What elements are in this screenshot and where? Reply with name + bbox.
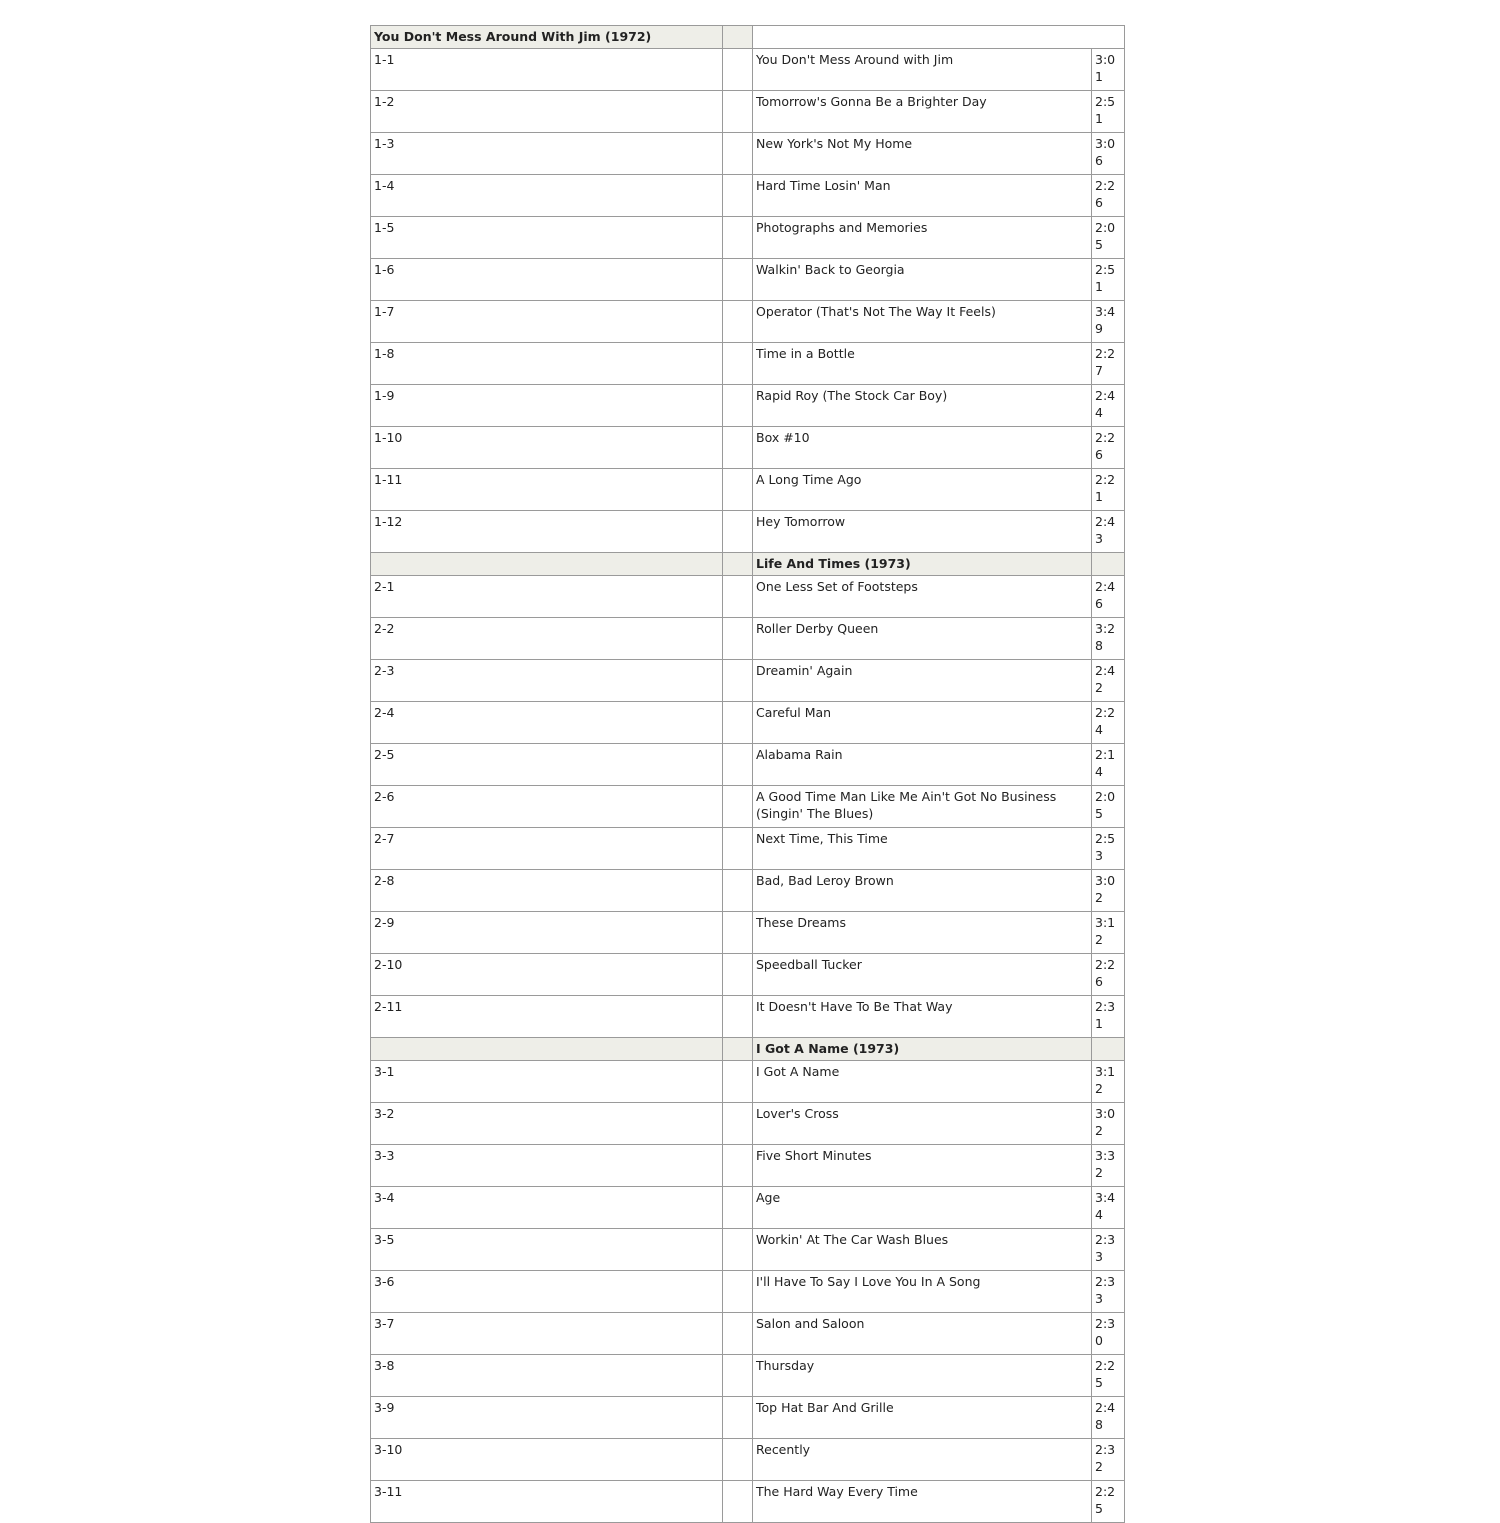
track-artist-cell xyxy=(723,576,753,618)
track-title: Walkin' Back to Georgia xyxy=(753,259,1092,301)
table-row xyxy=(371,912,1125,954)
track-artist-cell xyxy=(723,385,753,427)
track-position: 1-11 xyxy=(371,469,723,511)
track-artist-cell xyxy=(723,786,753,828)
track-duration: 2:30 xyxy=(1092,1313,1125,1355)
heading-spacer-cell xyxy=(723,553,753,576)
track-artist-cell xyxy=(723,1271,753,1313)
track-duration: 3:02 xyxy=(1092,870,1125,912)
track-artist-cell xyxy=(723,511,753,553)
track-title: Rapid Roy (The Stock Car Boy) xyxy=(753,385,1092,427)
track-artist-cell xyxy=(723,217,753,259)
track-position: 1-7 xyxy=(371,301,723,343)
track-artist-cell xyxy=(723,49,753,91)
track-artist-cell xyxy=(723,175,753,217)
track-title: Time in a Bottle xyxy=(753,343,1092,385)
track-artist-cell xyxy=(723,828,753,870)
track-title: Careful Man xyxy=(753,702,1092,744)
table-row xyxy=(371,996,1125,1038)
track-title: I Got A Name xyxy=(753,1061,1092,1103)
table-row xyxy=(371,49,1125,91)
track-position: 2-9 xyxy=(371,912,723,954)
track-position: 1-1 xyxy=(371,49,723,91)
track-artist-cell xyxy=(723,618,753,660)
track-position: 2-6 xyxy=(371,786,723,828)
track-position: 1-2 xyxy=(371,91,723,133)
track-position: 3-5 xyxy=(371,1229,723,1271)
track-duration: 2:42 xyxy=(1092,660,1125,702)
track-title: Alabama Rain xyxy=(753,744,1092,786)
table-row xyxy=(371,175,1125,217)
table-row xyxy=(371,259,1125,301)
table-row xyxy=(371,1229,1125,1271)
track-position: 1-6 xyxy=(371,259,723,301)
track-position: 3-3 xyxy=(371,1145,723,1187)
track-title: Roller Derby Queen xyxy=(753,618,1092,660)
track-title: Workin' At The Car Wash Blues xyxy=(753,1229,1092,1271)
track-artist-cell xyxy=(723,133,753,175)
track-artist-cell xyxy=(723,660,753,702)
track-title: A Good Time Man Like Me Ain't Got No Business (Singin' The Blues) xyxy=(753,786,1092,828)
track-artist-cell xyxy=(723,1355,753,1397)
track-duration: 2:31 xyxy=(1092,996,1125,1038)
track-artist-cell xyxy=(723,1439,753,1481)
track-title: Bad, Bad Leroy Brown xyxy=(753,870,1092,912)
heading-empty-cell xyxy=(753,26,1125,49)
track-duration: 3:32 xyxy=(1092,1145,1125,1187)
track-duration: 2:25 xyxy=(1092,1355,1125,1397)
track-title: Age xyxy=(753,1187,1092,1229)
track-duration: 2:26 xyxy=(1092,954,1125,996)
disc-heading: I Got A Name (1973) xyxy=(753,1038,1092,1061)
track-title: Salon and Saloon xyxy=(753,1313,1092,1355)
track-duration: 2:46 xyxy=(1092,576,1125,618)
table-row xyxy=(371,301,1125,343)
track-position: 1-10 xyxy=(371,427,723,469)
track-title: Five Short Minutes xyxy=(753,1145,1092,1187)
track-position: 1-3 xyxy=(371,133,723,175)
track-position: 2-1 xyxy=(371,576,723,618)
table-row xyxy=(371,469,1125,511)
track-title: Speedball Tucker xyxy=(753,954,1092,996)
track-duration: 3:49 xyxy=(1092,301,1125,343)
track-artist-cell xyxy=(723,1229,753,1271)
track-artist-cell xyxy=(723,1145,753,1187)
track-duration: 2:53 xyxy=(1092,828,1125,870)
table-row xyxy=(371,954,1125,996)
track-position: 2-11 xyxy=(371,996,723,1038)
track-duration: 3:12 xyxy=(1092,912,1125,954)
table-row xyxy=(371,91,1125,133)
track-position: 2-2 xyxy=(371,618,723,660)
track-title: A Long Time Ago xyxy=(753,469,1092,511)
track-position: 2-3 xyxy=(371,660,723,702)
track-artist-cell xyxy=(723,91,753,133)
track-artist-cell xyxy=(723,1061,753,1103)
table-row xyxy=(371,133,1125,175)
track-duration: 2:14 xyxy=(1092,744,1125,786)
table-row xyxy=(371,702,1125,744)
table-row xyxy=(371,1103,1125,1145)
track-position: 2-4 xyxy=(371,702,723,744)
track-position: 3-1 xyxy=(371,1061,723,1103)
track-position: 1-4 xyxy=(371,175,723,217)
tracklist-body xyxy=(371,26,1125,1523)
track-duration: 2:27 xyxy=(1092,343,1125,385)
track-position: 3-11 xyxy=(371,1481,723,1523)
track-duration: 3:06 xyxy=(1092,133,1125,175)
track-position: 1-5 xyxy=(371,217,723,259)
heading-empty-cell xyxy=(1092,553,1125,576)
track-artist-cell xyxy=(723,954,753,996)
track-title: Photographs and Memories xyxy=(753,217,1092,259)
table-row xyxy=(371,1355,1125,1397)
track-duration: 3:44 xyxy=(1092,1187,1125,1229)
track-position: 2-10 xyxy=(371,954,723,996)
heading-spacer-cell xyxy=(723,26,753,49)
track-position: 1-9 xyxy=(371,385,723,427)
track-title: You Don't Mess Around with Jim xyxy=(753,49,1092,91)
track-artist-cell xyxy=(723,1313,753,1355)
track-artist-cell xyxy=(723,1397,753,1439)
table-row xyxy=(371,744,1125,786)
disc-heading-row xyxy=(371,1038,1125,1061)
track-position: 2-5 xyxy=(371,744,723,786)
track-artist-cell xyxy=(723,870,753,912)
track-title: New York's Not My Home xyxy=(753,133,1092,175)
track-duration: 2:05 xyxy=(1092,217,1125,259)
track-duration: 2:51 xyxy=(1092,91,1125,133)
track-position: 3-8 xyxy=(371,1355,723,1397)
track-duration: 2:33 xyxy=(1092,1271,1125,1313)
track-duration: 2:48 xyxy=(1092,1397,1125,1439)
track-title: Lover's Cross xyxy=(753,1103,1092,1145)
disc-heading-row xyxy=(371,26,1125,49)
table-row xyxy=(371,1061,1125,1103)
track-title: Top Hat Bar And Grille xyxy=(753,1397,1092,1439)
table-row xyxy=(371,511,1125,553)
heading-empty-cell xyxy=(1092,1038,1125,1061)
track-artist-cell xyxy=(723,744,753,786)
track-title: Recently xyxy=(753,1439,1092,1481)
track-artist-cell xyxy=(723,1481,753,1523)
table-row xyxy=(371,828,1125,870)
track-position: 3-6 xyxy=(371,1271,723,1313)
track-title: Box #10 xyxy=(753,427,1092,469)
track-duration: 2:21 xyxy=(1092,469,1125,511)
track-duration: 2:44 xyxy=(1092,385,1125,427)
track-title: One Less Set of Footsteps xyxy=(753,576,1092,618)
table-row xyxy=(371,660,1125,702)
track-title: I'll Have To Say I Love You In A Song xyxy=(753,1271,1092,1313)
table-row xyxy=(371,1271,1125,1313)
table-row xyxy=(371,618,1125,660)
track-position: 3-7 xyxy=(371,1313,723,1355)
track-duration: 2:26 xyxy=(1092,427,1125,469)
heading-spacer-cell xyxy=(723,1038,753,1061)
table-row xyxy=(371,1481,1125,1523)
table-row xyxy=(371,1145,1125,1187)
track-title: Operator (That's Not The Way It Feels) xyxy=(753,301,1092,343)
track-title: The Hard Way Every Time xyxy=(753,1481,1092,1523)
track-title: Tomorrow's Gonna Be a Brighter Day xyxy=(753,91,1092,133)
track-duration: 2:25 xyxy=(1092,1481,1125,1523)
track-position: 3-10 xyxy=(371,1439,723,1481)
track-artist-cell xyxy=(723,427,753,469)
tracklist-table xyxy=(370,25,1125,1523)
table-row xyxy=(371,1439,1125,1481)
disc-heading-row xyxy=(371,553,1125,576)
table-row xyxy=(371,1313,1125,1355)
heading-empty-cell xyxy=(371,553,723,576)
track-position: 3-2 xyxy=(371,1103,723,1145)
track-artist-cell xyxy=(723,469,753,511)
track-artist-cell xyxy=(723,343,753,385)
track-duration: 2:26 xyxy=(1092,175,1125,217)
track-artist-cell xyxy=(723,259,753,301)
track-duration: 2:05 xyxy=(1092,786,1125,828)
table-row xyxy=(371,217,1125,259)
track-duration: 3:02 xyxy=(1092,1103,1125,1145)
track-position: 1-8 xyxy=(371,343,723,385)
track-duration: 2:43 xyxy=(1092,511,1125,553)
tracklist-container xyxy=(370,25,1125,1523)
table-row xyxy=(371,786,1125,828)
heading-empty-cell xyxy=(371,1038,723,1061)
track-artist-cell xyxy=(723,912,753,954)
table-row xyxy=(371,343,1125,385)
track-title: Hey Tomorrow xyxy=(753,511,1092,553)
track-title: These Dreams xyxy=(753,912,1092,954)
table-row xyxy=(371,385,1125,427)
table-row xyxy=(371,870,1125,912)
disc-heading: Life And Times (1973) xyxy=(753,553,1092,576)
track-duration: 2:32 xyxy=(1092,1439,1125,1481)
track-artist-cell xyxy=(723,301,753,343)
track-duration: 2:24 xyxy=(1092,702,1125,744)
table-row xyxy=(371,1397,1125,1439)
track-title: It Doesn't Have To Be That Way xyxy=(753,996,1092,1038)
track-position: 3-4 xyxy=(371,1187,723,1229)
track-artist-cell xyxy=(723,1187,753,1229)
track-position: 2-7 xyxy=(371,828,723,870)
track-position: 3-9 xyxy=(371,1397,723,1439)
disc-heading: You Don't Mess Around With Jim (1972) xyxy=(371,26,723,49)
track-duration: 3:28 xyxy=(1092,618,1125,660)
track-position: 1-12 xyxy=(371,511,723,553)
track-duration: 2:33 xyxy=(1092,1229,1125,1271)
track-duration: 3:01 xyxy=(1092,49,1125,91)
track-title: Next Time, This Time xyxy=(753,828,1092,870)
track-duration: 2:51 xyxy=(1092,259,1125,301)
track-title: Thursday xyxy=(753,1355,1092,1397)
table-row xyxy=(371,576,1125,618)
table-row xyxy=(371,427,1125,469)
track-title: Dreamin' Again xyxy=(753,660,1092,702)
table-row xyxy=(371,1187,1125,1229)
track-artist-cell xyxy=(723,702,753,744)
track-artist-cell xyxy=(723,996,753,1038)
track-position: 2-8 xyxy=(371,870,723,912)
track-duration: 3:12 xyxy=(1092,1061,1125,1103)
track-artist-cell xyxy=(723,1103,753,1145)
track-title: Hard Time Losin' Man xyxy=(753,175,1092,217)
